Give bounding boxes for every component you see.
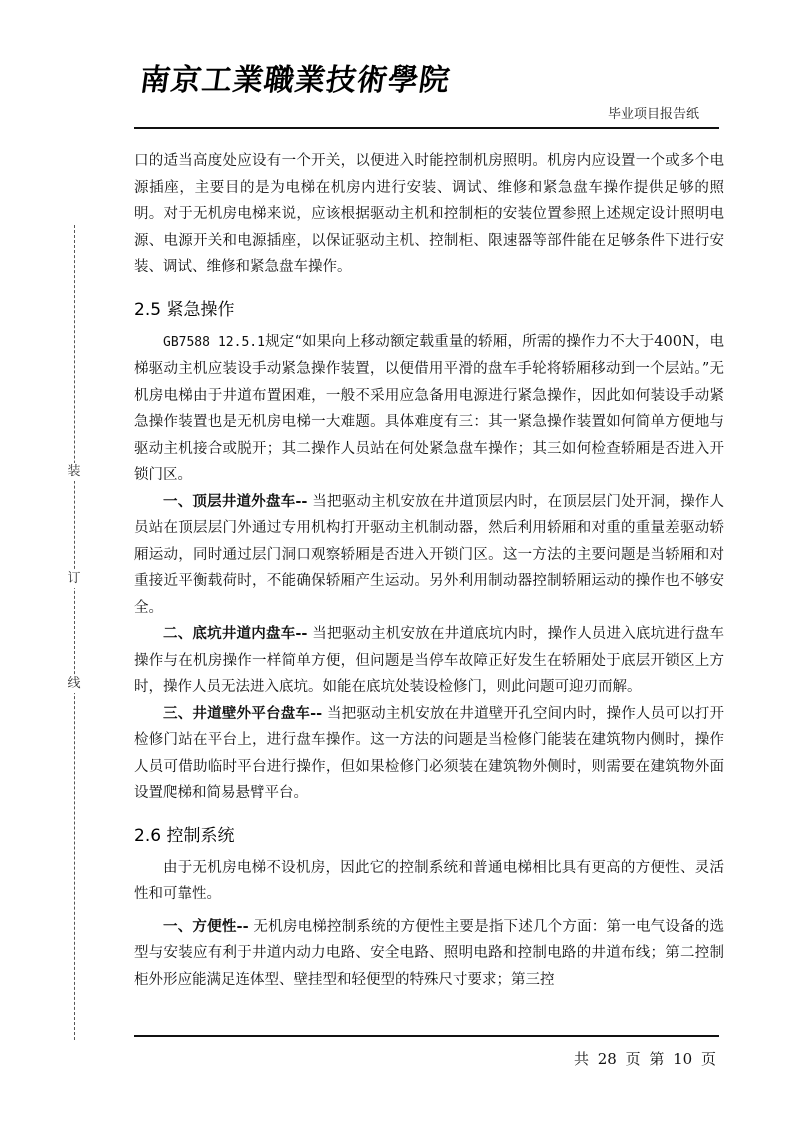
item-platform	[134, 701, 724, 807]
section-2-5-text: 规定“如果向上移动额定载重量的轿厢，所需的操作力不大于400N，电梯驱动主机应装设手动紧急操作装置，以便借用平滑的盘车手轮将轿厢移动到一个层站。”无机房电梯由于井道布置困难，一般不采用应急备用电源进行紧急操作，因此如何装设手动紧急操作装置也是无机房电梯一大难题。具体难度有三：其一紧急操作装置如何简单方便地与驱动主机接合或脱开；其二操作人员站在何处紧急盘车操作；其三如何检查轿厢是否进入开锁门区。	[134, 333, 725, 483]
item-head: 三、井道壁外平台盘车--	[163, 704, 323, 722]
school-logo: 南京工業職業技術學院	[137, 63, 453, 98]
section-title-2-5: 2.5 紧急操作	[134, 299, 235, 320]
section-title-2-6: 2.6 控制系统	[134, 825, 235, 846]
section-2-6-paragraph: 由于无机房电梯不设机房，因此它的控制系统和普通电梯相比具有更高的方便性、灵活性和可靠性。	[134, 859, 724, 902]
item-convenience	[134, 914, 724, 994]
binding-line	[74, 225, 87, 1040]
item-text: 当把驱动主机安放在井道顶层内时，在顶层层门处开洞，操作人员站在顶层层门外通过专用机构打开驱动主机制动器，然后利用轿厢和对重的重量差驱动轿厢运动，同时通过层门洞口观察轿厢是否进入开锁门区。这一方法的主要问题是当轿厢和对重接近平衡载荷时，不能确保轿厢产生运动。另外利用制动器控制轿厢运动的操作也不够安全。	[134, 493, 724, 616]
page-body	[134, 148, 724, 993]
item-text: 无机房电梯控制系统的方便性主要是指下述几个方面：第一电气设备的选型与安装应有利于井道内动力电路、安全电路、照明电路和控制电路的井道布线；第二控制柜外形应能满足连体型、壁挂型和轻便型的特殊尺寸要求；第三控	[134, 918, 724, 988]
item-text: 当把驱动主机安放在井道底坑内时，操作人员进入底坑进行盘车操作与在机房操作一样简单方便，但问题是当停车故障正好发生在轿厢处于底层开锁区上方时，操作人员无法进入底坑。如能在底坑处装设检修门，则此问题可迎刃而解。	[134, 626, 724, 695]
section-2-5-paragraph	[134, 329, 724, 489]
header-rule	[134, 127, 719, 129]
binding-char-zhuang: 装	[64, 463, 84, 481]
footer-rule	[134, 1035, 719, 1037]
item-top-shaft	[134, 489, 724, 622]
binding-char-ding: 订	[64, 570, 84, 588]
item-head: 二、底坑井道内盘车--	[163, 625, 308, 642]
page-counter: 共 28 页 第 10 页	[573, 1050, 716, 1068]
item-head: 一、顶层井道外盘车--	[163, 492, 308, 510]
standard-code: GB7588 12.5.1	[163, 334, 265, 350]
intro-paragraph: 口的适当高度处应设有一个开关，以便进入时能控制机房照明。机房内应设置一个或多个电源插座，主要目的是为电梯在机房内进行安装、调试、维修和紧急盘车操作提供足够的照明。对于无机房电梯来说，应该根据驱动主机和控制柜的安装位置参照上述规定设计照明电源、电源开关和电源插座，以保证驱动主机、控制柜、限速器等部件能在足够条件下进行安装、调试、维修和紧急盘车操作。	[134, 153, 724, 275]
doc-type-label: 毕业项目报告纸	[607, 107, 699, 122]
item-head: 一、方便性--	[163, 917, 249, 935]
item-text: 当把驱动主机安放在井道壁开孔空间内时，操作人员可以打开检修门站在平台上，进行盘车操作。这一方法的问题是当检修门能装在建筑物内侧时，操作人员可借助临时平台进行操作，但如果检修门必须装在建筑物外侧时，则需要在建筑物外面设置爬梯和简易悬臂平台。	[134, 705, 724, 801]
item-pit	[134, 621, 724, 701]
binding-char-xian: 线	[64, 675, 84, 693]
